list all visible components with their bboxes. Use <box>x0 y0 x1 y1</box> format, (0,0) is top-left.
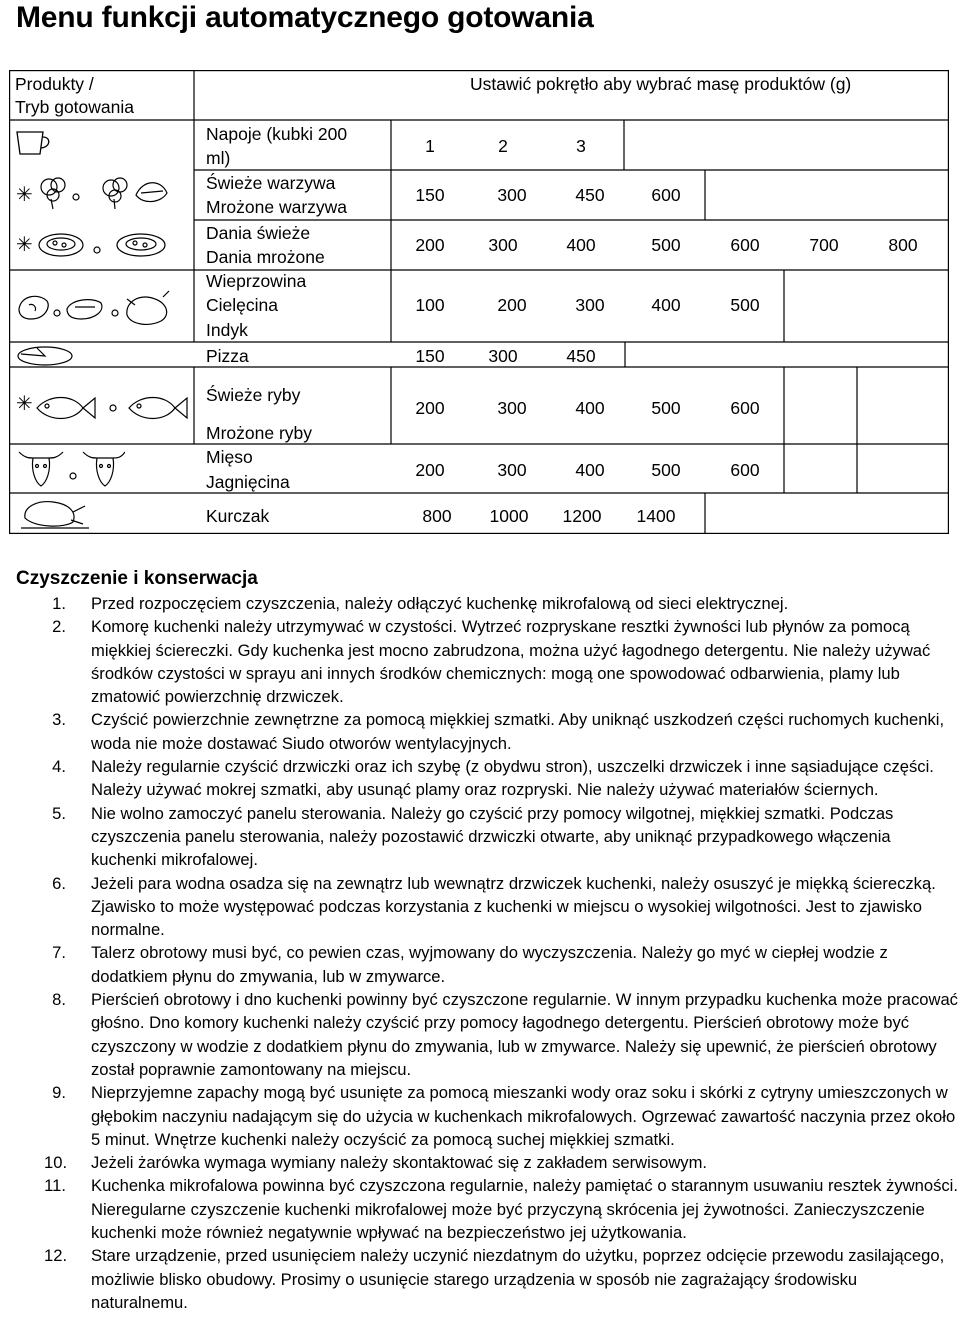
value-cell: 300 <box>488 235 518 255</box>
row-dishes-label: Dania mrożone <box>206 247 325 267</box>
item-text: Nieprzyjemne zapachy mogą być usunięte za pomocą mieszanki wody oraz soku i skórki z cytryny umieszczonych w głębokim naczyniu nadającym się do użycia w kuchenkach mikrofalowych. Ogrzewać zawartość naczynia przez około 5 minut. Wnętrze kuchenki należy oczyścić za pomocą suchej miękkiej szmatki. <box>91 1083 956 1149</box>
value-cell: 600 <box>651 185 681 205</box>
item-number: 12. <box>44 1246 68 1266</box>
item-text: Przed rozpoczęciem czyszczenia, należy odłączyć kuchenkę mikrofalową od sieci elektrycznej. <box>91 594 789 613</box>
value-cell: 500 <box>651 398 681 418</box>
value-cell: 1000 <box>489 506 529 526</box>
list-item <box>0 872 958 942</box>
value-cell: 600 <box>730 398 760 418</box>
value-cell: 500 <box>651 235 681 255</box>
item-text: Czyścić powierzchnie zewnętrzne za pomocą miękkiej szmatki. Aby uniknąć uszkodzeń części ruchomych kuchenki, woda nie może dostawać Siudo otworów wentylacyjnych. <box>91 710 945 753</box>
value-cell: 1400 <box>636 506 676 526</box>
value-cell: 200 <box>415 235 445 255</box>
value-cell: 300 <box>497 460 527 480</box>
value-cell: 1200 <box>562 506 602 526</box>
item-number: 11. <box>44 1176 66 1196</box>
item-text: Kuchenka mikrofalowa powinna być czyszczona regularnie, należy pamiętać o starannym usuwaniu resztek żywności. Nieregularne czyszczenie kuchenki mikrofalowej może być przyczyną skrócenia jej żywotności. Zanieczyszczenie kuchenki może również negatywnie wpływać na bezpieczeństwo jej użytkowania. <box>91 1176 958 1243</box>
value-cell: 500 <box>651 460 681 480</box>
auto-cook-table <box>9 70 949 534</box>
value-cell: 450 <box>566 346 596 366</box>
list-item <box>0 1151 958 1174</box>
item-number: 5. <box>52 803 66 823</box>
list-item <box>0 941 958 988</box>
item-number: 6. <box>52 873 66 893</box>
item-number: 8. <box>52 990 66 1010</box>
cleaning-list <box>0 592 958 1314</box>
value-cell: 300 <box>488 346 518 366</box>
value-cell: 200 <box>415 398 445 418</box>
value-cell: 300 <box>497 185 527 205</box>
value-cell: 2 <box>498 136 508 156</box>
list-item <box>0 708 958 755</box>
vegetables-icon <box>31 173 181 213</box>
list-item <box>0 1244 958 1314</box>
pizza-icon <box>15 345 77 367</box>
value-cell: 1 <box>425 136 435 156</box>
item-text: Talerz obrotowy musi być, co pewien czas, wyjmowany do wyczyszczenia. Należy go myć w ciepłej wodzie z dodatkiem płynu do zmywania, lub w zmywarce. <box>91 943 888 986</box>
item-text: Nie wolno zamoczyć panelu sterowania. Należy go czyścić przy pomocy wilgotnej, miękkiej szmatki. Podczas czyszczenia panelu sterowania, należy pozostawić drzwiczki otwarte, aby uniknąć przypadkowego włączenia kuchenki mikrofalowej. <box>91 803 894 870</box>
row-veg-label: Świeże warzywa <box>206 173 336 193</box>
value-cell: 400 <box>566 235 596 255</box>
row-veg-label: Mrożone warzywa <box>206 197 348 217</box>
value-cell: 150 <box>415 185 445 205</box>
list-item <box>0 615 958 708</box>
value-cell: 400 <box>575 398 605 418</box>
meat-icon <box>15 285 187 329</box>
value-cell: 600 <box>730 460 760 480</box>
value-cell: 200 <box>415 460 445 480</box>
frozen-icon: ✳ <box>16 393 33 415</box>
row-meat-label: Wieprzowina <box>206 271 307 291</box>
value-cell: 800 <box>422 506 452 526</box>
item-text: Komorę kuchenki należy utrzymywać w czystości. Wytrzeć rozpryskane resztki żywności lub płynów za pomocą miękkiej ściereczki. Gdy kuchenka jest mocno zabrudzona, można użyć łagodnego detergentu. Nie należy używać środków czystości w sprayu ani innych środków chemicznych: mogą one spowodować odbarwienia, plamy lub zmatowić powierzchnię drzwiczek. <box>91 617 931 707</box>
list-item <box>0 1081 958 1151</box>
list-item <box>0 988 958 1081</box>
frozen-icon: ✳ <box>16 184 33 206</box>
fish-icon <box>31 392 191 426</box>
bull-icon <box>15 448 125 490</box>
item-number: 7. <box>52 943 66 963</box>
value-cell: 600 <box>730 235 760 255</box>
item-text: Jeżeli żarówka wymaga wymiany należy skontaktować się z zakładem serwisowym. <box>91 1153 708 1173</box>
item-text: Należy regularnie czyścić drzwiczki oraz ich szybę (z obydwu stron), uszczelki drzwiczek i inne sąsiadujące części. Należy używać mokrej szmatki, aby usunąć plamy oraz rozpryski. Nie należy używać materiałów ściernych. <box>91 757 934 800</box>
chicken-icon <box>19 496 93 532</box>
list-item <box>0 802 958 872</box>
item-number: 3. <box>52 710 66 730</box>
item-number: 10. <box>44 1153 68 1173</box>
header-mode: Tryb gotowania <box>15 97 134 117</box>
list-item <box>0 755 958 802</box>
value-cell: 800 <box>888 235 918 255</box>
row-dishes-label: Dania świeże <box>206 223 311 243</box>
item-text: Jeżeli para wodna osadza się na zewnątrz lub wewnątrz drzwiczek kuchenki, należy osuszyć je miękką ściereczką. Zjawisko to może występować podczas korzystania z kuchenki w miejscu o wysokiej wilgotności. Jest to zjawisko normalne. <box>91 873 936 940</box>
frozen-icon: ✳ <box>16 234 33 256</box>
value-cell: 450 <box>575 185 605 205</box>
cup-icon <box>15 128 53 158</box>
value-cell: 300 <box>575 295 605 315</box>
row-beef-label: Jagnięcina <box>206 472 290 492</box>
value-cell: 100 <box>415 295 445 315</box>
item-number: 1. <box>52 594 66 613</box>
row-fish-label: Mrożone ryby <box>206 423 313 443</box>
value-cell: 700 <box>809 235 839 255</box>
value-cell: 400 <box>651 295 681 315</box>
page-title: Menu funkcji automatycznego gotowania <box>16 1 594 34</box>
value-cell: 300 <box>497 398 527 418</box>
row-drinks-label: Napoje (kubki 200 <box>206 124 348 144</box>
item-text: Stare urządzenie, przed usunięciem należy uczynić niezdatnym do użytku, poprzez odcięcie przewodu zasilającego, możliwie blisko obudowy. Prosimy o usunięcie starego urządzenia w sposób nie zagrażający środowisku naturalnemu. <box>91 1246 945 1312</box>
value-cell: 500 <box>730 295 760 315</box>
row-pizza-label: Pizza <box>206 346 249 366</box>
row-meat-label: Cielęcina <box>206 295 278 315</box>
item-number: 9. <box>52 1083 66 1103</box>
row-chicken-label: Kurczak <box>206 506 270 526</box>
value-cell: 3 <box>576 136 586 156</box>
row-drinks-label: ml) <box>206 148 231 168</box>
dishes-icon <box>31 225 181 265</box>
item-number: 2. <box>52 617 66 637</box>
header-weight: Ustawić pokrętło aby wybrać masę produktów (g) <box>470 74 852 94</box>
value-cell: 150 <box>415 346 445 366</box>
list-item <box>0 592 958 615</box>
row-fish-label: Świeże ryby <box>206 385 301 405</box>
item-number: 4. <box>52 757 66 777</box>
header-products: Produkty / <box>15 74 94 94</box>
item-text: Pierścień obrotowy i dno kuchenki powinny być czyszczone regularnie. W innym przypadku kuchenka może pracować głośno. Dno komory kuchenki należy czyścić przy pomocy łagodnego detergentu. Pierścień obrotowy może być czyszczony w wodzie z dodatkiem płynu do zmywania, lub w zmywarce. Należy się upewnić, że pierścień obrotowy został poprawnie zamontowany na miejscu. <box>91 990 958 1079</box>
list-item <box>0 1174 958 1244</box>
value-cell: 400 <box>575 460 605 480</box>
cleaning-heading: Czyszczenie i konserwacja <box>16 568 258 589</box>
row-beef-label: Mięso <box>206 447 253 467</box>
row-meat-label: Indyk <box>206 320 248 340</box>
value-cell: 200 <box>497 295 527 315</box>
